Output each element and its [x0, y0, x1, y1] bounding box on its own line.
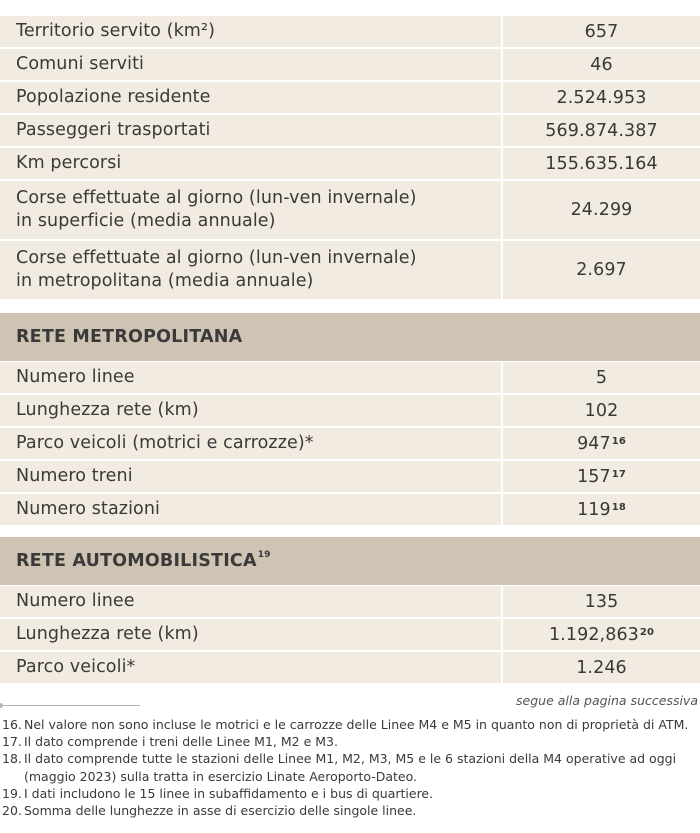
section-title-text: RETE METROPOLITANA [16, 327, 243, 347]
row-label [0, 181, 503, 239]
table-row [0, 362, 700, 395]
row-value [503, 428, 700, 459]
footnotes [2, 716, 700, 819]
row-value: 46 [590, 54, 613, 75]
table-row [0, 652, 700, 685]
table-row [0, 428, 700, 461]
footnote-ref: 18 [611, 502, 626, 513]
row-value: 657 [584, 21, 619, 42]
row-value: 24.299 [570, 200, 633, 220]
row-value: 2.697 [576, 260, 627, 280]
row-label: Lunghezza rete (km) [0, 619, 503, 650]
row-label: Parco veicoli* [0, 652, 503, 683]
footnote [2, 750, 700, 784]
value-number: 1.192,863 [548, 624, 639, 645]
footnote-text: Nel valore non sono incluse le motrici e le carrozze delle Linee M4 e M5 in quanto non di proprietà di ATM. [24, 717, 689, 732]
row-value: 2.524.953 [556, 87, 647, 108]
table-row [0, 461, 700, 494]
footnote-number: 17. [2, 734, 22, 750]
footnote-text: Somma delle lunghezze in asse di esercizio delle singole linee. [24, 803, 417, 819]
row-value: 102 [584, 400, 619, 421]
table-row [0, 241, 700, 301]
footnote-text [24, 750, 700, 784]
footnote-ref: 20 [639, 627, 655, 638]
footnote-ref: 16 [611, 436, 626, 447]
row-label: Parco veicoli (motrici e carrozze)* [0, 428, 503, 459]
section-title-metro [0, 313, 700, 361]
row-value [503, 619, 700, 650]
section-title-text: RETE AUTOMOBILISTICA [16, 551, 257, 571]
row-label: Numero linee [0, 362, 503, 393]
table-row [0, 395, 700, 428]
table-row [0, 586, 700, 619]
row-label-line2: in superficie (media annuale) [16, 211, 276, 231]
row-label-line1: Corse effettuate al giorno (lun-ven invernale) [16, 188, 417, 208]
table-row [0, 82, 700, 115]
row-label: Territorio servito (km²) [0, 16, 503, 47]
value-number: 947 [577, 433, 611, 454]
footnote-number: 18. [2, 751, 22, 767]
row-value: 155.635.164 [545, 153, 658, 174]
metro-table [0, 362, 700, 527]
table-row [0, 16, 700, 49]
row-label: Numero linee [0, 586, 503, 617]
footnote [2, 733, 700, 750]
footnote [2, 716, 700, 733]
row-value [503, 461, 700, 492]
row-label: Lunghezza rete (km) [0, 395, 503, 426]
row-value: 1.246 [576, 657, 627, 678]
continue-note: segue alla pagina successiva [516, 693, 698, 708]
footnote-number: 16. [2, 717, 22, 732]
footnote-number: 20. [2, 803, 22, 819]
table-row [0, 115, 700, 148]
value-number: 157 [577, 466, 611, 487]
footnote-text-line2: (maggio 2023) sulla tratta in esercizio Linate Aeroporto-Dateo. [24, 768, 418, 784]
general-data-table [0, 16, 700, 301]
table-row [0, 494, 700, 527]
footnote [2, 802, 700, 819]
row-label: Passeggeri trasportati [0, 115, 503, 146]
footnote-ref: 17 [611, 469, 626, 480]
row-value: 5 [595, 367, 608, 388]
row-label-line1: Corse effettuate al giorno (lun-ven invernale) [16, 248, 417, 268]
row-value [503, 494, 700, 525]
section-title-bus [0, 537, 700, 585]
footnote-text-line1: Il dato comprende tutte le stazioni delle Linee M1, M2, M3, M5 e le 6 stazioni della M4 operative ad oggi [24, 751, 677, 767]
footnote-divider [0, 705, 140, 706]
row-label: Numero treni [0, 461, 503, 492]
footnote-ref: 19 [257, 550, 271, 560]
row-label: Comuni serviti [0, 49, 503, 80]
footnote-text: I dati includono le 15 linee in subaffidamento e i bus di quartiere. [24, 785, 434, 801]
table-row [0, 148, 700, 181]
row-label: Km percorsi [0, 148, 503, 179]
row-label: Numero stazioni [0, 494, 503, 525]
row-value: 569.874.387 [545, 120, 658, 141]
value-number: 119 [577, 499, 611, 520]
row-label-line2: in metropolitana (media annuale) [16, 271, 314, 291]
footnote-text: Il dato comprende i treni delle Linee M1, M2 e M3. [24, 734, 338, 750]
footnote [2, 785, 700, 802]
table-row [0, 619, 700, 652]
row-value: 135 [584, 591, 619, 612]
row-label: Popolazione residente [0, 82, 503, 113]
table-row [0, 181, 700, 241]
row-label [0, 241, 503, 299]
footnote-number: 19. [2, 785, 22, 801]
bus-table [0, 586, 700, 685]
table-row [0, 49, 700, 82]
